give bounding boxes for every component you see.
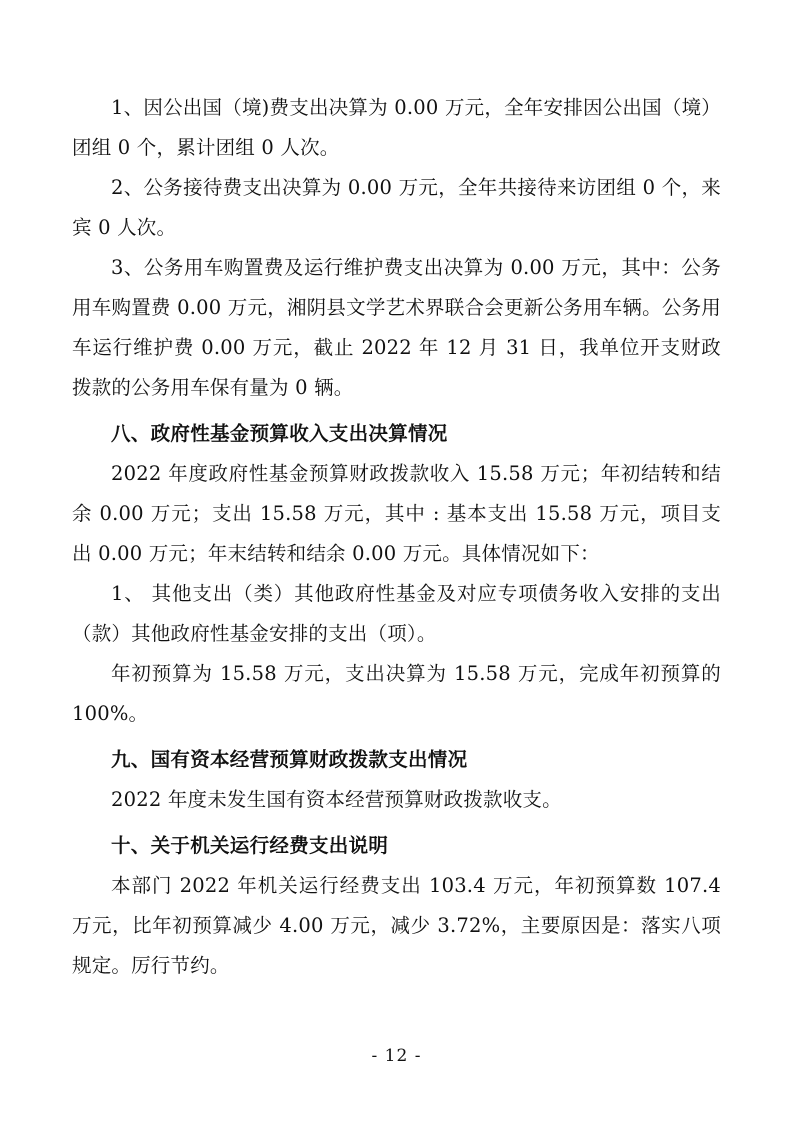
paragraph-initial-budget: 年初预算为 15.58 万元，支出决算为 15.58 万元，完成年初预算的 100%。 [72,662,721,725]
heading-operating-expenses: 十、关于机关运行经费支出说明 [111,834,389,857]
paragraph-official-reception: 2、公务接待费支出决算为 0.00 万元，全年共接待来访团组 0 个，来宾 0 人次。 [72,176,721,239]
paragraph-other-expenditure: 1、 其他支出（类）其他政府性基金及对应专项债务收入安排的支出（款）其他政府性基金安排的支出（项）。 [72,582,721,645]
heading-state-capital-budget: 九、国有资本经营预算财政拨款支出情况 [111,748,468,771]
heading-gov-fund-budget: 八、政府性基金预算收入支出决算情况 [111,422,448,445]
paragraph-gov-fund-summary: 2022 年度政府性基金预算财政拨款收入 15.58 万元；年初结转和结余 0.00 万元；支出 15.58 万元，其中 : 基本支出 15.58 万元，项目支出 0.00 万元；年末结转和结余 0.00 万元。具体情况如下： [72,462,721,565]
paragraph-official-vehicles: 3、公务用车购置费及运行维护费支出决算为 0.00 万元，其中：公务用车购置费 0.00 万元，湘阴县文学艺术界联合会更新公务用车辆。公务用车运行维护费 0.00 万元，截止 2022 年 12 月 31 日，我单位开支财政拨款的公务用车保有量为 0 辆。 [72,256,721,399]
paragraph-travel-abroad: 1、因公出国（境)费支出决算为 0.00 万元，全年安排因公出国（境）团组 0 个，累计团组 0 人次。 [72,96,721,159]
paragraph-state-capital-none: 2022 年度未发生国有资本经营预算财政拨款收支。 [111,788,562,811]
paragraph-operating-expenses-detail: 本部门 2022 年机关运行经费支出 103.4 万元，年初预算数 107.4 万元，比年初预算减少 4.00 万元，减少 3.72%，主要原因是：落实八项规定。厉行节约。 [72,874,721,977]
page-number-footer: - 12 - [371,1046,422,1066]
